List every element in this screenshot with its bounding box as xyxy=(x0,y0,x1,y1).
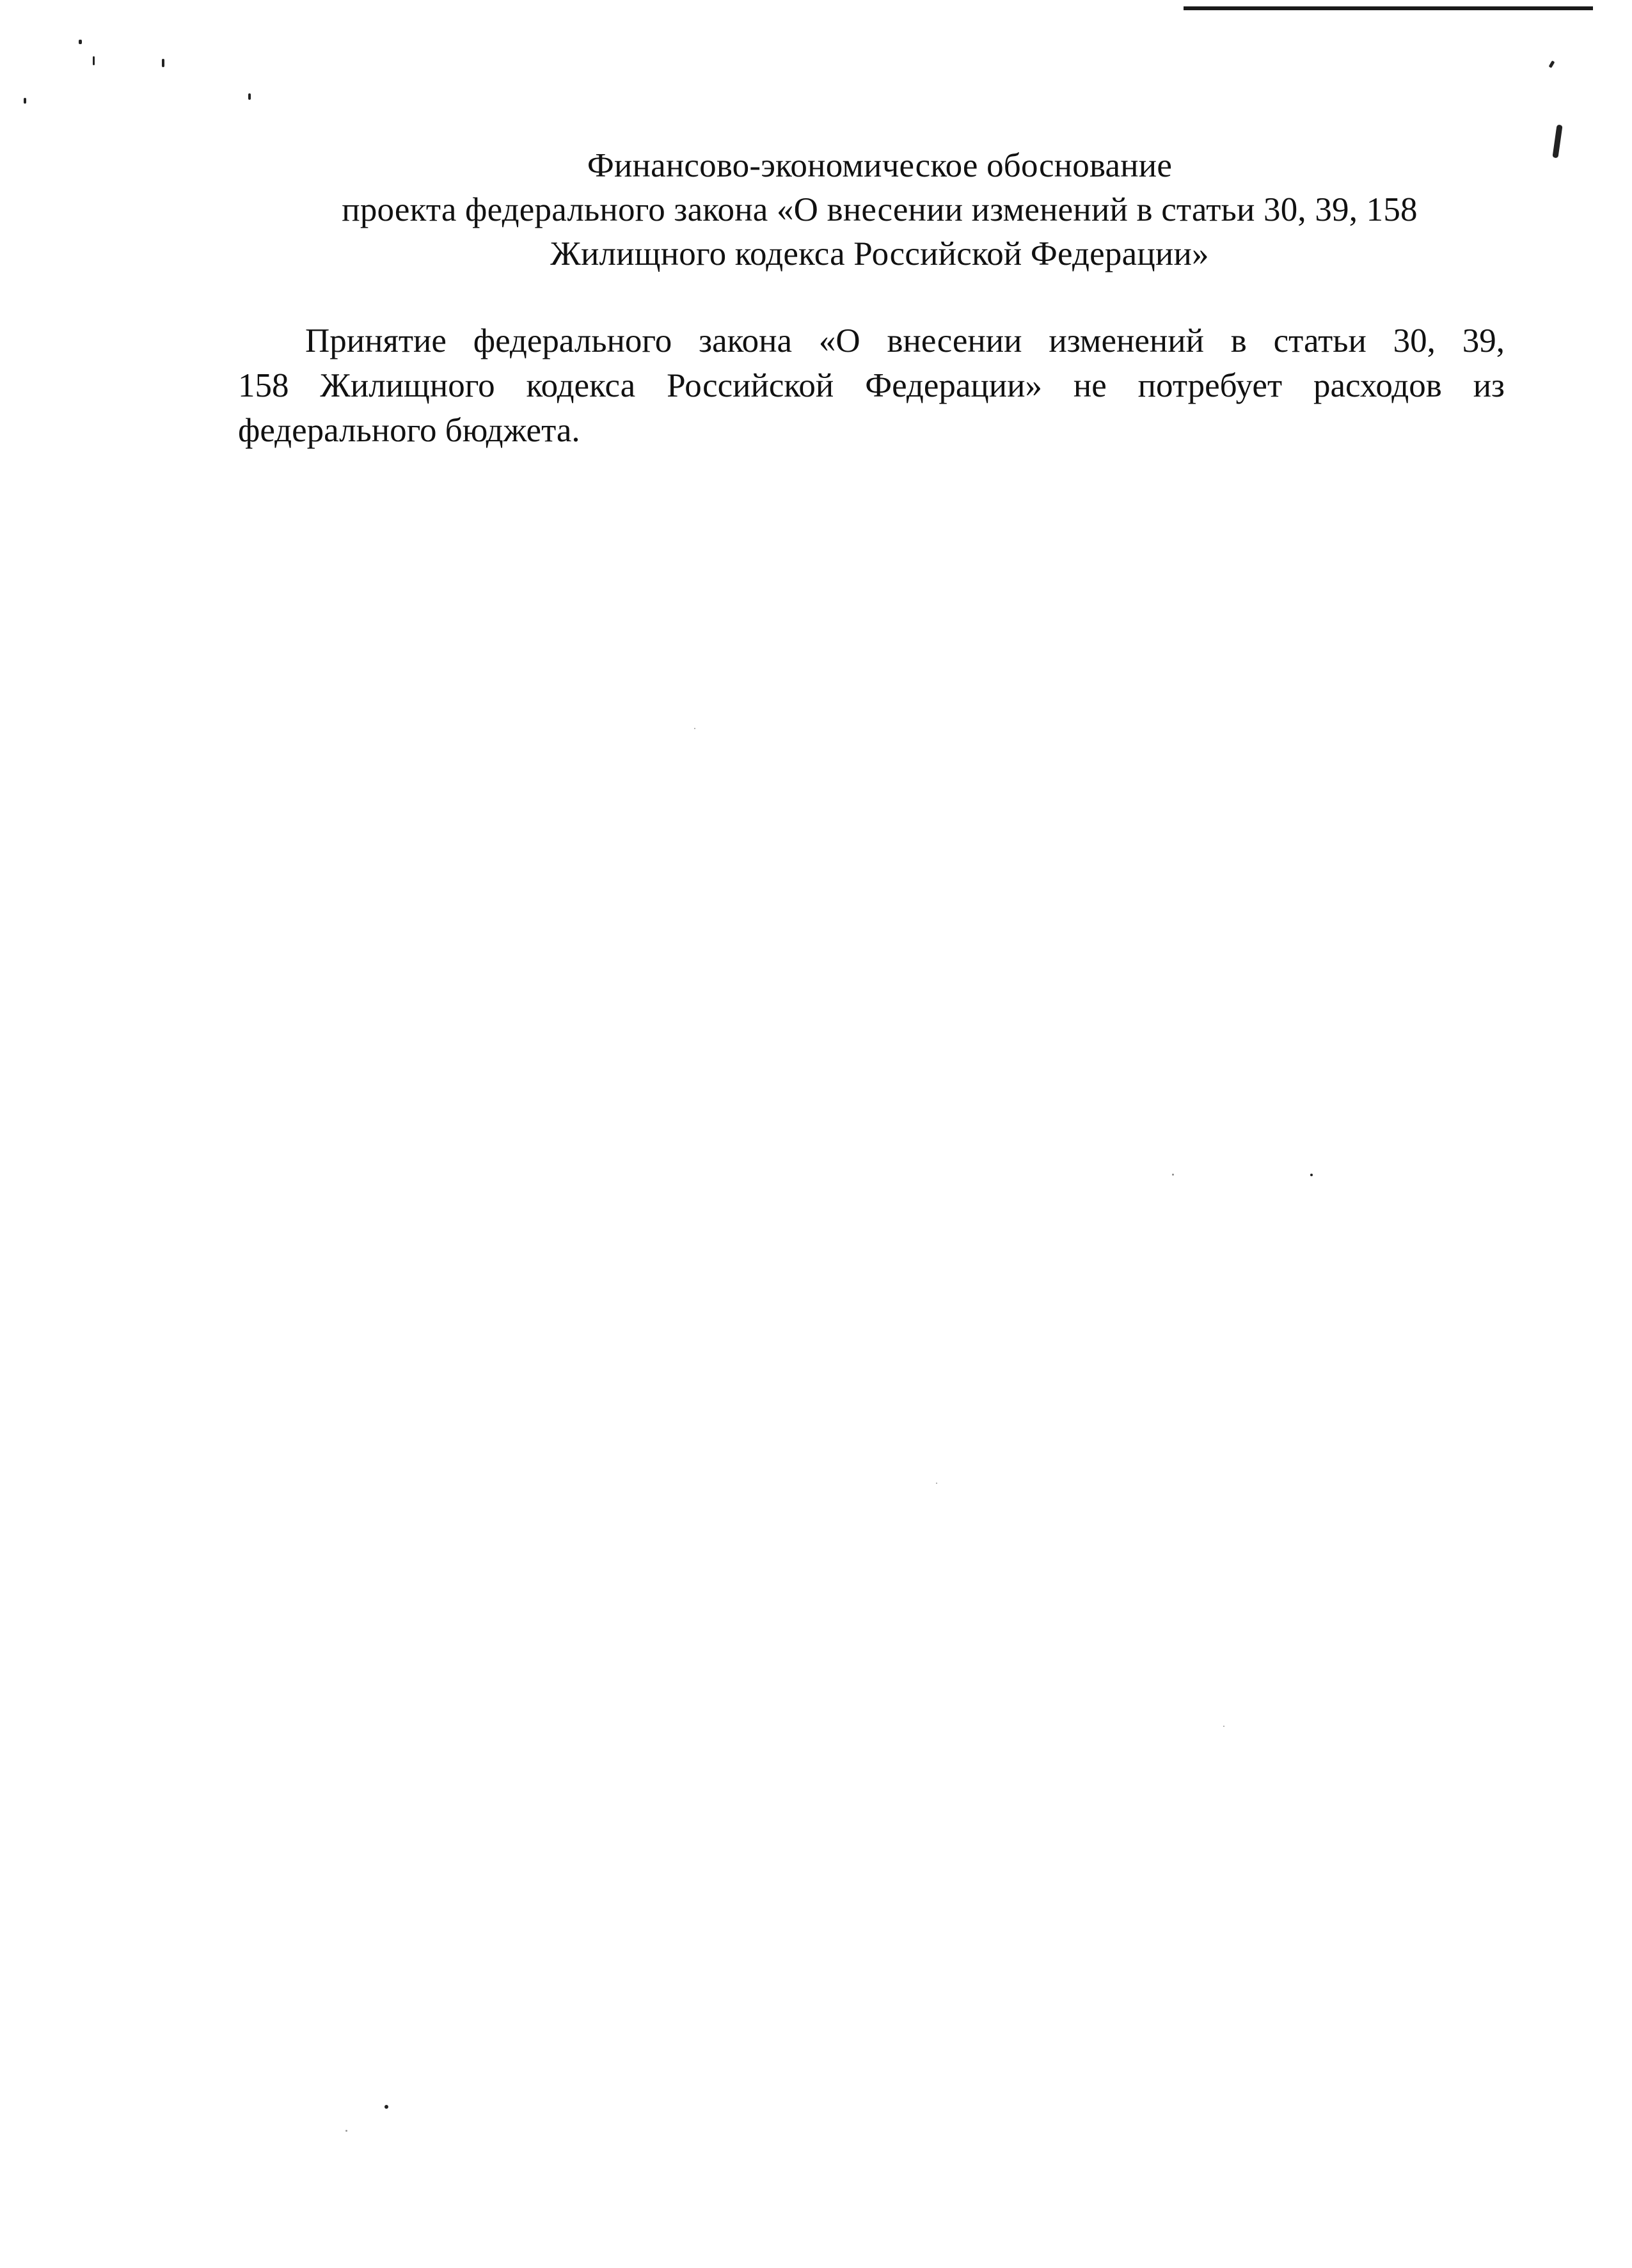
scan-speck xyxy=(1552,125,1562,159)
scan-speck xyxy=(24,98,26,104)
title-line-1: Финансово-экономическое обоснование xyxy=(587,147,1173,184)
scan-speck xyxy=(248,93,251,100)
scan-speck xyxy=(936,1483,937,1484)
scan-speck xyxy=(1549,60,1555,68)
document-body-paragraph xyxy=(238,319,1505,453)
scan-speck xyxy=(79,40,82,44)
scan-speck xyxy=(1310,1174,1313,1176)
title-line-2: проекта федерального закона «О внесении изменений в статьи 30, 39, 158 xyxy=(342,191,1418,228)
scan-speck xyxy=(162,59,164,67)
body-line-3: федерального бюджета. xyxy=(238,412,580,449)
document-title xyxy=(243,144,1516,276)
scan-speck xyxy=(1223,1726,1224,1727)
scan-speck xyxy=(1172,1174,1174,1176)
scan-speck xyxy=(694,728,695,729)
scan-speck xyxy=(93,56,95,65)
body-line-2: 158 Жилищного кодекса Российской Федерации» не потребует расходов из xyxy=(238,367,1505,404)
scan-speck xyxy=(345,2130,347,2132)
body-line-1: Принятие федерального закона «О внесении изменений в статьи 30, 39, xyxy=(305,322,1505,359)
scan-edge-line xyxy=(1184,6,1593,10)
title-line-3: Жилищного кодекса Российской Федерации» xyxy=(550,235,1209,272)
scan-speck xyxy=(384,2105,388,2109)
